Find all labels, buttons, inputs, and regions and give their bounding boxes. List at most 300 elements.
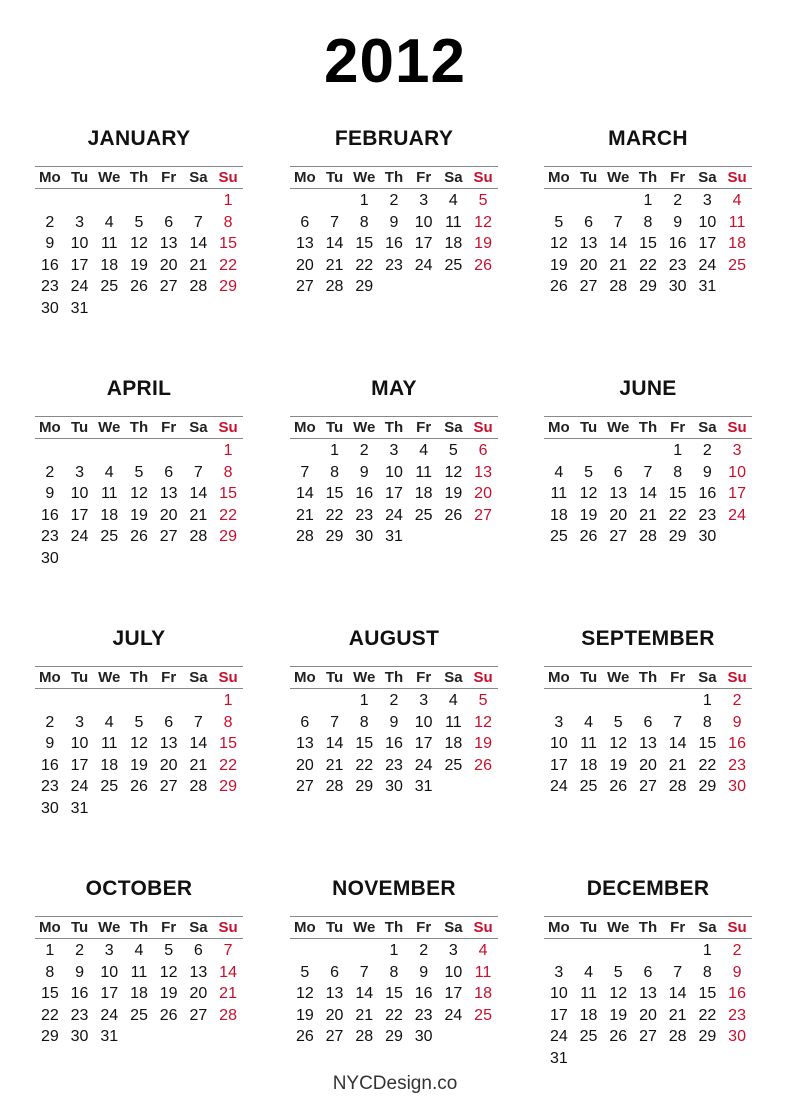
day-cell: 5	[134, 213, 144, 231]
weekday-label: Mo	[39, 169, 61, 186]
day-cell: 26	[579, 528, 598, 546]
day-cell: 6	[300, 713, 310, 731]
weekday-label: Th	[129, 669, 149, 686]
day-cell: 21	[189, 256, 208, 274]
day-grid	[290, 190, 498, 298]
day-cell: 31	[70, 299, 89, 317]
sunday-day-cell: 6	[478, 442, 488, 459]
month-title: DECEMBER	[586, 877, 710, 900]
weekday-label: Th	[638, 919, 658, 936]
day-cell: 3	[554, 963, 564, 981]
day-cell: 20	[295, 756, 314, 774]
month-title: APRIL	[106, 377, 172, 400]
day-cell: 23	[414, 1006, 433, 1024]
day-cell: 9	[75, 963, 84, 981]
weekday-label: Tu	[579, 919, 598, 936]
day-cell: 4	[419, 442, 429, 459]
weekday-header	[35, 916, 243, 939]
day-cell: 9	[359, 463, 369, 481]
sunday-day-cell: 23	[728, 1006, 746, 1024]
sunday-day-cell: 25	[474, 1006, 492, 1024]
weekday-header	[290, 166, 498, 189]
day-cell: 29	[698, 1028, 717, 1046]
day-cell: 29	[385, 1028, 403, 1046]
empty-cell	[94, 440, 124, 462]
day-cell: 7	[643, 463, 653, 481]
day-cell: 21	[189, 506, 208, 524]
empty-cell	[154, 440, 184, 462]
day-cell: 23	[70, 1006, 89, 1024]
empty-cell	[290, 440, 320, 462]
day-cell: 19	[130, 506, 148, 524]
day-cell: 28	[639, 528, 657, 546]
day-cell: 18	[100, 506, 119, 524]
weekday-label: Sa	[444, 419, 463, 436]
day-cell: 26	[130, 278, 148, 296]
day-cell: 9	[702, 463, 712, 481]
day-cell: 13	[159, 235, 178, 253]
month-june	[544, 374, 752, 548]
day-cell: 30	[698, 528, 717, 546]
sunday-day-cell: 22	[219, 756, 237, 774]
day-grid	[290, 940, 498, 1048]
weekday-label: Tu	[70, 169, 89, 186]
weekday-label: Sa	[189, 669, 208, 686]
day-cell: 17	[698, 235, 717, 253]
day-cell: 15	[355, 735, 374, 753]
weekday-header	[290, 666, 498, 689]
weekday-label: Fr	[670, 419, 686, 436]
day-cell: 14	[609, 235, 628, 253]
day-cell: 14	[668, 735, 687, 753]
day-cell: 25	[130, 1006, 148, 1024]
day-cell: 9	[45, 735, 55, 753]
day-cell: 21	[295, 506, 314, 524]
day-cell: 10	[70, 485, 89, 503]
empty-cell	[124, 440, 154, 462]
day-cell: 26	[130, 778, 148, 796]
weekday-label: Th	[384, 669, 404, 686]
day-cell: 22	[668, 506, 687, 524]
weekday-label: We	[353, 669, 376, 686]
day-cell: 12	[295, 985, 314, 1003]
day-cell: 21	[355, 1006, 374, 1024]
day-cell: 5	[300, 963, 310, 981]
day-cell: 25	[414, 506, 433, 524]
day-cell: 9	[673, 213, 683, 231]
footer-credit: NYCDesign.co	[332, 1073, 458, 1094]
weekday-label: Fr	[416, 419, 432, 436]
day-cell: 14	[325, 235, 344, 253]
weekday-label: Su	[218, 419, 238, 436]
day-cell: 31	[414, 778, 433, 796]
empty-cell	[184, 440, 214, 462]
day-cell: 3	[75, 713, 84, 731]
weekday-label: Mo	[294, 419, 316, 436]
day-cell: 11	[415, 463, 432, 481]
day-cell: 28	[668, 778, 687, 796]
weekday-label: Sa	[189, 919, 208, 936]
empty-cell	[603, 190, 633, 212]
day-cell: 17	[70, 256, 89, 274]
weekday-label: Mo	[39, 919, 61, 936]
day-cell: 7	[330, 213, 339, 231]
weekday-label: Fr	[161, 919, 177, 936]
day-cell: 16	[40, 256, 59, 274]
day-cell: 30	[355, 528, 374, 546]
day-cell: 17	[549, 1006, 568, 1024]
day-cell: 29	[355, 278, 374, 296]
day-cell: 22	[355, 756, 374, 774]
day-cell: 9	[45, 235, 55, 253]
weekday-label: Mo	[548, 919, 570, 936]
day-cell: 20	[639, 756, 657, 774]
day-cell: 7	[330, 713, 339, 731]
weekday-header	[35, 166, 243, 189]
day-cell: 4	[554, 463, 564, 481]
sunday-day-cell: 19	[474, 235, 492, 253]
day-cell: 26	[444, 506, 463, 524]
weekday-label: Mo	[548, 419, 570, 436]
day-cell: 23	[40, 278, 59, 296]
sunday-day-cell: 30	[728, 778, 746, 796]
day-cell: 5	[134, 713, 144, 731]
weekday-label: Mo	[548, 169, 570, 186]
day-cell: 4	[134, 942, 144, 959]
day-cell: 14	[189, 735, 208, 753]
empty-cell	[544, 690, 574, 712]
day-cell: 2	[45, 463, 55, 481]
day-cell: 9	[389, 213, 399, 231]
month-october	[35, 874, 243, 1048]
day-cell: 1	[389, 942, 399, 959]
day-cell: 27	[295, 778, 314, 796]
day-cell: 30	[70, 1028, 89, 1046]
day-cell: 16	[668, 235, 687, 253]
weekday-label: Th	[638, 669, 658, 686]
day-grid	[544, 940, 752, 1070]
day-cell: 7	[673, 963, 683, 981]
day-cell: 5	[554, 213, 564, 231]
month-february	[290, 124, 498, 298]
day-cell: 6	[643, 963, 653, 981]
empty-cell	[35, 440, 65, 462]
day-cell: 25	[100, 778, 119, 796]
day-cell: 23	[385, 256, 403, 274]
weekday-label: Fr	[670, 169, 686, 186]
day-cell: 19	[609, 756, 628, 774]
weekday-label: Th	[129, 419, 149, 436]
day-cell: 26	[295, 1028, 314, 1046]
day-cell: 2	[45, 213, 55, 231]
day-cell: 8	[359, 713, 369, 731]
day-cell: 1	[359, 692, 369, 709]
sunday-day-cell: 29	[219, 528, 237, 546]
day-cell: 17	[444, 985, 463, 1003]
day-cell: 13	[609, 485, 628, 503]
sunday-day-cell: 24	[728, 506, 746, 524]
sunday-day-cell: 1	[223, 692, 233, 709]
weekday-label: Th	[129, 169, 149, 186]
weekday-header	[544, 416, 752, 439]
day-cell: 12	[130, 485, 148, 503]
day-cell: 16	[355, 485, 374, 503]
sunday-day-cell: 30	[728, 1028, 746, 1046]
sunday-day-cell: 4	[478, 942, 488, 959]
weekday-label: Sa	[698, 669, 717, 686]
sunday-day-cell: 26	[474, 756, 492, 774]
day-cell: 21	[189, 756, 208, 774]
day-cell: 3	[554, 713, 564, 731]
day-cell: 20	[639, 1006, 657, 1024]
day-cell: 15	[385, 985, 403, 1003]
day-grid	[544, 690, 752, 798]
day-cell: 24	[70, 278, 89, 296]
day-cell: 30	[40, 549, 59, 567]
sunday-day-cell: 18	[474, 985, 492, 1003]
day-cell: 20	[295, 256, 314, 274]
weekday-label: Fr	[416, 919, 432, 936]
day-cell: 14	[189, 235, 208, 253]
sunday-day-cell: 18	[728, 235, 746, 253]
weekday-label: Sa	[444, 669, 463, 686]
month-august	[290, 624, 498, 798]
day-cell: 30	[40, 299, 59, 317]
day-cell: 6	[584, 213, 593, 231]
weekday-label: Fr	[161, 669, 177, 686]
day-cell: 20	[609, 506, 628, 524]
day-cell: 27	[639, 778, 657, 796]
day-cell: 20	[159, 756, 178, 774]
day-cell: 10	[549, 735, 568, 753]
day-cell: 28	[355, 1028, 374, 1046]
weekday-label: Mo	[294, 919, 316, 936]
day-cell: 7	[193, 463, 203, 481]
empty-cell	[35, 690, 65, 712]
month-december	[544, 874, 752, 1070]
day-cell: 25	[100, 278, 119, 296]
day-cell: 18	[130, 985, 148, 1003]
day-cell: 29	[40, 1028, 59, 1046]
day-cell: 28	[189, 278, 208, 296]
sunday-day-cell: 5	[478, 692, 488, 709]
day-cell: 13	[579, 235, 598, 253]
weekday-label: Tu	[70, 919, 89, 936]
empty-cell	[603, 690, 633, 712]
day-grid	[544, 190, 752, 298]
day-cell: 10	[414, 213, 433, 231]
day-cell: 28	[295, 528, 314, 546]
empty-cell	[544, 940, 574, 962]
weekday-label: We	[353, 419, 376, 436]
day-cell: 6	[613, 463, 623, 481]
day-cell: 8	[359, 213, 369, 231]
sunday-day-cell: 2	[732, 942, 742, 959]
day-cell: 12	[609, 735, 628, 753]
day-cell: 11	[100, 235, 118, 253]
day-cell: 24	[549, 1028, 568, 1046]
month-title: MAY	[371, 377, 417, 400]
empty-cell	[94, 690, 124, 712]
day-cell: 11	[100, 485, 118, 503]
month-title: JANUARY	[87, 127, 191, 150]
empty-cell	[94, 190, 124, 212]
empty-cell	[124, 690, 154, 712]
sunday-day-cell: 15	[219, 235, 237, 253]
day-cell: 21	[668, 756, 687, 774]
day-cell: 28	[325, 778, 344, 796]
empty-cell	[349, 940, 379, 962]
day-cell: 21	[668, 1006, 687, 1024]
weekday-label: Tu	[70, 669, 89, 686]
day-cell: 29	[325, 528, 344, 546]
weekday-label: Su	[473, 919, 493, 936]
day-cell: 5	[613, 963, 623, 981]
month-march	[544, 124, 752, 298]
day-cell: 1	[702, 942, 712, 959]
sunday-day-cell: 23	[728, 756, 746, 774]
day-cell: 7	[193, 213, 203, 231]
day-cell: 15	[698, 735, 717, 753]
day-cell: 7	[613, 213, 623, 231]
day-grid	[35, 190, 243, 320]
day-cell: 13	[295, 735, 314, 753]
day-cell: 3	[75, 213, 84, 231]
day-cell: 31	[70, 799, 89, 817]
day-cell: 19	[130, 756, 148, 774]
day-cell: 23	[698, 506, 717, 524]
day-cell: 19	[130, 256, 148, 274]
day-cell: 8	[643, 213, 653, 231]
day-cell: 15	[40, 985, 59, 1003]
day-cell: 11	[580, 735, 597, 753]
sunday-day-cell: 25	[728, 256, 746, 274]
day-cell: 25	[444, 256, 463, 274]
empty-cell	[663, 690, 693, 712]
day-cell: 9	[389, 713, 399, 731]
sunday-day-cell: 15	[219, 485, 237, 503]
weekday-label: Mo	[294, 169, 316, 186]
month-title: SEPTEMBER	[581, 627, 715, 650]
day-cell: 1	[330, 442, 339, 459]
day-cell: 4	[584, 963, 593, 981]
weekday-label: We	[607, 169, 630, 186]
day-cell: 19	[609, 1006, 628, 1024]
weekday-header	[544, 166, 752, 189]
sunday-day-cell: 11	[474, 963, 492, 981]
sunday-day-cell: 22	[219, 256, 237, 274]
weekday-label: Su	[727, 919, 747, 936]
day-cell: 11	[445, 213, 462, 231]
day-cell: 4	[104, 463, 114, 481]
day-cell: 10	[70, 735, 89, 753]
day-cell: 31	[549, 1049, 568, 1067]
day-grid	[35, 940, 243, 1048]
day-cell: 26	[609, 778, 628, 796]
day-cell: 3	[104, 942, 114, 959]
weekday-label: Tu	[70, 419, 89, 436]
day-cell: 15	[325, 485, 344, 503]
day-cell: 19	[295, 1006, 314, 1024]
month-title: OCTOBER	[85, 877, 193, 900]
sunday-day-cell: 29	[219, 278, 237, 296]
day-cell: 28	[325, 278, 344, 296]
day-cell: 6	[330, 963, 339, 981]
empty-cell	[544, 440, 574, 462]
day-cell: 28	[668, 1028, 687, 1046]
day-cell: 2	[45, 713, 55, 731]
sunday-day-cell: 15	[219, 735, 237, 753]
sunday-day-cell: 5	[478, 192, 488, 209]
day-cell: 5	[134, 463, 144, 481]
day-cell: 20	[579, 256, 598, 274]
month-title: JUNE	[619, 377, 677, 400]
day-cell: 13	[159, 735, 178, 753]
weekday-label: We	[98, 919, 121, 936]
weekday-label: Th	[384, 919, 404, 936]
day-cell: 16	[70, 985, 89, 1003]
day-cell: 14	[668, 985, 687, 1003]
month-april	[35, 374, 243, 570]
weekday-label: Tu	[579, 419, 598, 436]
day-cell: 23	[40, 778, 59, 796]
weekday-label: Su	[473, 669, 493, 686]
day-grid	[35, 440, 243, 570]
weekday-header	[544, 666, 752, 689]
day-cell: 8	[673, 463, 683, 481]
weekday-label: Mo	[39, 419, 61, 436]
month-may	[290, 374, 498, 548]
weekday-label: Su	[727, 669, 747, 686]
day-cell: 18	[549, 506, 568, 524]
weekday-label: Fr	[670, 669, 686, 686]
weekday-label: Sa	[444, 919, 463, 936]
empty-cell	[544, 190, 574, 212]
day-cell: 29	[639, 278, 657, 296]
day-cell: 23	[40, 528, 59, 546]
day-cell: 20	[325, 1006, 344, 1024]
day-cell: 1	[359, 192, 369, 209]
day-cell: 17	[100, 985, 119, 1003]
day-cell: 24	[385, 506, 403, 524]
day-cell: 16	[40, 506, 59, 524]
day-cell: 21	[609, 256, 628, 274]
day-cell: 18	[100, 256, 119, 274]
weekday-header	[35, 416, 243, 439]
weekday-label: Fr	[161, 169, 177, 186]
day-cell: 11	[100, 735, 118, 753]
day-cell: 12	[130, 735, 148, 753]
day-cell: 24	[70, 778, 89, 796]
day-cell: 2	[389, 692, 399, 709]
day-cell: 18	[579, 756, 598, 774]
day-cell: 20	[159, 256, 178, 274]
weekday-label: Su	[473, 419, 493, 436]
weekday-label: Su	[727, 169, 747, 186]
day-cell: 21	[325, 256, 344, 274]
day-cell: 23	[668, 256, 687, 274]
empty-cell	[320, 940, 350, 962]
day-cell: 22	[639, 256, 657, 274]
day-cell: 22	[698, 756, 717, 774]
day-cell: 10	[549, 985, 568, 1003]
day-cell: 11	[445, 713, 462, 731]
empty-cell	[574, 940, 604, 962]
day-grid	[544, 440, 752, 548]
day-cell: 16	[40, 756, 59, 774]
day-cell: 11	[130, 963, 148, 981]
day-cell: 10	[385, 463, 403, 481]
